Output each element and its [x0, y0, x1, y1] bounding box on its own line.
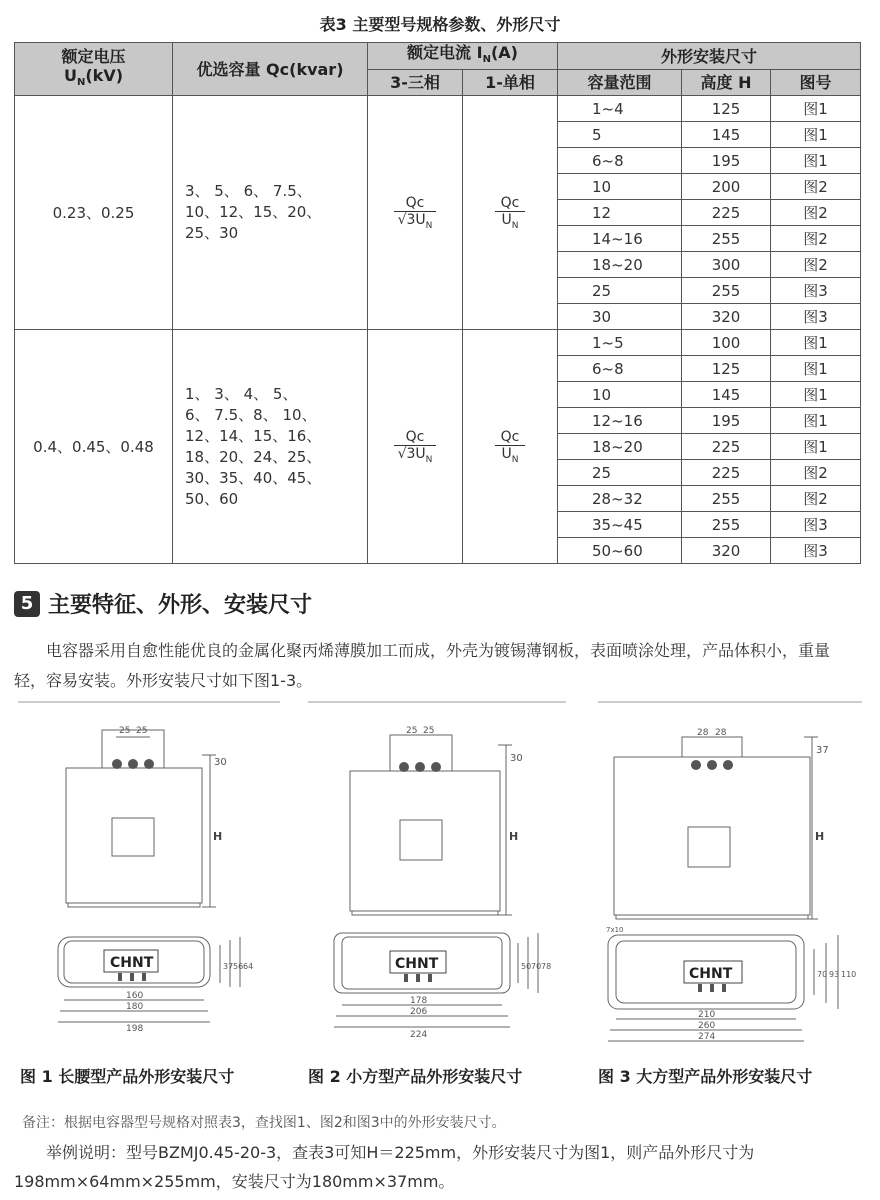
fig3-side-dim-2: 93 — [829, 970, 840, 979]
cell-range: 5 — [558, 122, 682, 148]
cell-fig: 图2 — [771, 486, 861, 512]
figure-3-drawing — [600, 715, 860, 1045]
cell-range: 25 — [558, 460, 682, 486]
capacity-line: 12、14、15、16、 — [185, 426, 322, 445]
cell-fig: 图3 — [771, 538, 861, 564]
capacity-line: 6、 7.5、8、 10、 — [185, 405, 317, 424]
cell-fig: 图1 — [771, 356, 861, 382]
cell-range: 18~20 — [558, 252, 682, 278]
cell-height: 200 — [682, 174, 771, 200]
capacity-line: 18、20、24、25、 — [185, 447, 322, 466]
section-paragraph: 电容器采用自愈性能优良的金属化聚丙烯薄膜加工而成，外壳为镀锡薄钢板，表面喷涂处理，产品体积小，重量轻，容易安装。外形安装尺寸如下图1-3。 — [14, 641, 831, 690]
fig3-top-dim: 37 — [816, 745, 829, 756]
cell-height: 195 — [682, 148, 771, 174]
capacity-line: 30、35、40、45、 — [185, 468, 322, 487]
fig2-side-dim-3: 78 — [541, 962, 552, 971]
footnote: 备注：根据电容器型号规格对照表3，查找图1、图2和图3中的外形安装尺寸。 — [22, 1115, 506, 1131]
header-current: 额定电流 $I_N(A)$ — [368, 43, 558, 70]
figure-3-caption: 图 3 大方型产品外形安装尺寸 — [598, 1067, 813, 1086]
cell-range: 10 — [558, 174, 682, 200]
capacity-line: 1、 3、 4、 5、 — [185, 384, 298, 403]
fig2-bottom-dim-3: 224 — [410, 1030, 428, 1040]
section-title: 主要特征、外形、安装尺寸 — [48, 593, 313, 618]
cell-range: 18~20 — [558, 434, 682, 460]
cell-fig: 图1 — [771, 122, 861, 148]
fig2-side-dim-2: 70 — [531, 962, 542, 971]
cell-height: 145 — [682, 382, 771, 408]
fig3-bottom-dim-1: 210 — [698, 1010, 716, 1020]
figure-2-caption: 图 2 小方型产品外形安装尺寸 — [308, 1067, 523, 1086]
formula-numerator: Qc — [394, 429, 437, 446]
cell-range: 14~16 — [558, 226, 682, 252]
cell-height: 225 — [682, 200, 771, 226]
fig3-hole-label: 7x10 — [606, 926, 624, 934]
fig3-bottom-dim-2: 260 — [698, 1021, 716, 1031]
cell-fig: 图2 — [771, 174, 861, 200]
table-row — [15, 330, 861, 356]
formula-denominator: $U_N$ — [501, 445, 519, 465]
capacity-cell — [173, 330, 368, 564]
cell-height: 300 — [682, 252, 771, 278]
capacity-line: 3、 5、 6、 7.5、 — [185, 182, 312, 201]
figure-1-caption: 图 1 长腰型产品外形安装尺寸 — [20, 1067, 235, 1086]
fig2-bottom-dim-1: 178 — [410, 996, 428, 1006]
figure-1-drawing — [40, 715, 280, 1045]
cell-height: 125 — [682, 96, 771, 122]
cell-range: 6~8 — [558, 356, 682, 382]
section-number: 5 — [14, 591, 40, 617]
cell-fig: 图3 — [771, 278, 861, 304]
cell-fig: 图2 — [771, 200, 861, 226]
fig1-bottom-dim-1: 160 — [126, 991, 144, 1001]
fig1-side-dim-1: 37 — [223, 962, 234, 971]
cell-height: 320 — [682, 304, 771, 330]
header-three-phase: 3-三相 — [368, 70, 463, 96]
example-paragraph: 举例说明：型号BZMJ0.45-20-3，查表3可知H＝225mm，外形安装尺寸为图1，则产品外形尺寸为198mm×64mm×255mm，安装尺寸为180mm×37mm。 — [14, 1143, 755, 1191]
fig3-side-dim-3: 110 — [841, 970, 857, 979]
cell-range: 50~60 — [558, 538, 682, 564]
cell-height: 255 — [682, 278, 771, 304]
fig1-spacing-2: 25 — [136, 726, 148, 736]
cell-fig: 图2 — [771, 252, 861, 278]
cell-range: 35~45 — [558, 512, 682, 538]
header-single-phase: 1-单相 — [463, 70, 558, 96]
header-height: 高度 H — [682, 70, 771, 96]
header-cap-range: 容量范围 — [558, 70, 682, 96]
cell-fig: 图1 — [771, 148, 861, 174]
header-voltage: 额定电压 $U_N(kV)$ — [15, 43, 173, 96]
cell-height: 255 — [682, 512, 771, 538]
fig3-bottom-dim-3: 274 — [698, 1032, 716, 1042]
fig1-logo: CHNT — [110, 955, 154, 971]
fig3-side-dim-1: 70 — [817, 970, 828, 979]
formula-numerator: Qc — [394, 195, 437, 212]
capacity-line: 25、30 — [185, 224, 239, 243]
formula-numerator: Qc — [495, 429, 526, 446]
fig2-height-label: H — [509, 830, 519, 843]
figure-divider-lines — [0, 700, 880, 712]
formula-denominator: $√3U_N$ — [397, 445, 433, 465]
header-capacity: 优选容量 Qc(kvar) — [173, 43, 368, 96]
single-phase-formula — [463, 96, 558, 330]
fig2-bottom-dim-2: 206 — [410, 1007, 428, 1017]
cell-fig: 图1 — [771, 96, 861, 122]
cell-range: 10 — [558, 382, 682, 408]
cell-height: 320 — [682, 538, 771, 564]
cell-height: 225 — [682, 434, 771, 460]
cell-range: 12~16 — [558, 408, 682, 434]
fig2-spacing-1: 25 — [406, 726, 418, 736]
fig3-height-label: H — [815, 830, 825, 843]
fig3-logo: CHNT — [689, 966, 733, 982]
cell-fig: 图2 — [771, 460, 861, 486]
cell-fig: 图1 — [771, 408, 861, 434]
formula-numerator: Qc — [495, 195, 526, 212]
table-title: 表3 主要型号规格参数、外形尺寸 — [319, 15, 561, 34]
single-phase-formula — [463, 330, 558, 564]
fig3-spacing-1: 28 — [697, 728, 709, 738]
cell-fig: 图1 — [771, 330, 861, 356]
cell-height: 145 — [682, 122, 771, 148]
three-phase-formula — [368, 330, 463, 564]
voltage-cell: 0.23、0.25 — [15, 96, 173, 330]
spec-table — [14, 42, 861, 564]
fig1-side-dim-3: 64 — [243, 962, 254, 971]
cell-height: 225 — [682, 460, 771, 486]
fig2-spacing-2: 25 — [423, 726, 435, 736]
cell-range: 6~8 — [558, 148, 682, 174]
cell-range: 25 — [558, 278, 682, 304]
cell-height: 255 — [682, 486, 771, 512]
cell-height: 100 — [682, 330, 771, 356]
cell-range: 30 — [558, 304, 682, 330]
fig1-height-label: H — [213, 830, 223, 843]
cell-fig: 图1 — [771, 434, 861, 460]
figure-2-drawing — [320, 715, 570, 1045]
fig2-side-dim-1: 50 — [521, 962, 532, 971]
cell-height: 255 — [682, 226, 771, 252]
cell-height: 195 — [682, 408, 771, 434]
formula-denominator: $U_N$ — [501, 211, 519, 231]
capacity-line: 10、12、15、20、 — [185, 203, 322, 222]
table-row — [15, 96, 861, 122]
cell-fig: 图2 — [771, 226, 861, 252]
fig1-bottom-dim-2: 180 — [126, 1002, 144, 1012]
fig2-top-dim: 30 — [510, 753, 523, 764]
fig1-spacing-1: 25 — [119, 726, 131, 736]
fig3-spacing-2: 28 — [715, 728, 727, 738]
fig1-top-dim: 30 — [214, 757, 227, 768]
cell-fig: 图1 — [771, 382, 861, 408]
fig2-logo: CHNT — [395, 956, 439, 972]
cell-height: 125 — [682, 356, 771, 382]
fig1-bottom-dim-3: 198 — [126, 1024, 144, 1034]
header-dimensions: 外形安装尺寸 — [558, 43, 861, 70]
capacity-cell — [173, 96, 368, 330]
cell-fig: 图3 — [771, 304, 861, 330]
voltage-cell: 0.4、0.45、0.48 — [15, 330, 173, 564]
cell-fig: 图3 — [771, 512, 861, 538]
section-heading — [14, 588, 312, 619]
cell-range: 12 — [558, 200, 682, 226]
cell-range: 28~32 — [558, 486, 682, 512]
cell-range: 1~4 — [558, 96, 682, 122]
fig1-side-dim-2: 56 — [233, 962, 244, 971]
cell-range: 1~5 — [558, 330, 682, 356]
header-figure: 图号 — [771, 70, 861, 96]
capacity-line: 50、60 — [185, 489, 239, 508]
three-phase-formula — [368, 96, 463, 330]
formula-denominator: $√3U_N$ — [397, 211, 433, 231]
